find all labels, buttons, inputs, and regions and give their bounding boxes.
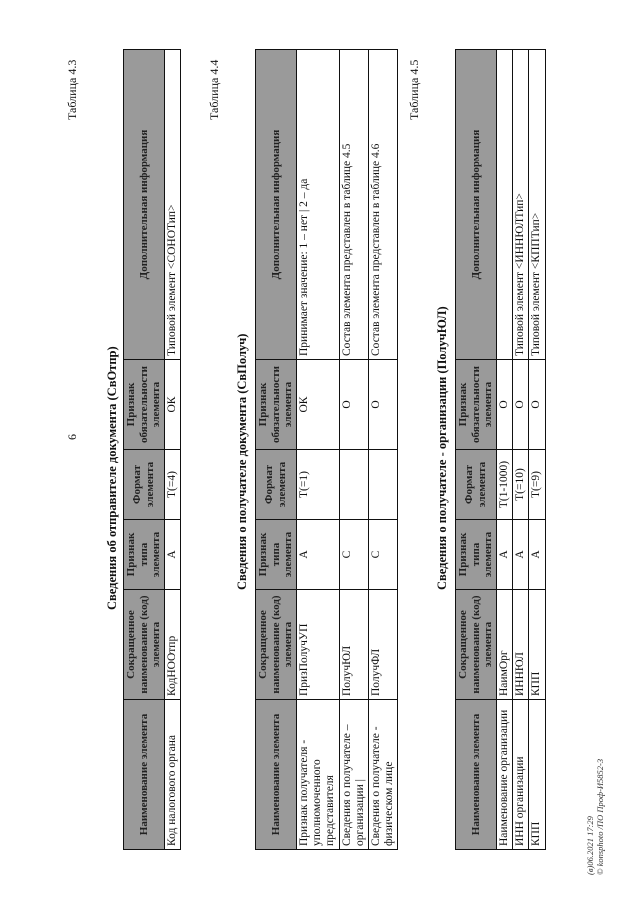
cell-type: С <box>339 520 368 590</box>
table-row <box>529 50 545 850</box>
table-4-4-title: Сведения о получателе документа (СвПолуч) <box>235 333 249 590</box>
cell-name: Сведения о получателе – организации | <box>339 700 368 850</box>
cell-name: Наименование организации <box>496 700 512 850</box>
cell-format: Т(=10) <box>513 450 529 520</box>
cell-format <box>369 450 398 520</box>
cell-type: А <box>164 520 180 590</box>
table-4-4-label: Таблица 4.4 <box>207 59 221 120</box>
table-4-3-title: Сведения об отправителе документа (СвОтпр) <box>105 346 119 610</box>
header-cell: Дополнительная информация <box>256 50 297 360</box>
header-cell: Сокращенное наименование (код) элемента <box>256 590 297 700</box>
page-number: 6 <box>65 434 79 440</box>
table-row <box>339 50 368 850</box>
cell-required: ОК <box>296 360 339 450</box>
cell-code: ПолучФЛ <box>369 590 398 700</box>
cell-format: Т(=1) <box>296 450 339 520</box>
table-4-5-header <box>456 50 497 850</box>
table-row <box>164 50 180 850</box>
table-4-4 <box>255 49 398 850</box>
cell-name: ИНН организации <box>513 700 529 850</box>
table-4-3-label: Таблица 4.3 <box>65 59 79 120</box>
header-cell: Формат элемента <box>456 450 497 520</box>
header-cell: Признак типа элемента <box>456 520 497 590</box>
cell-code: ПризПолучУП <box>296 590 339 700</box>
print-stamp <box>585 759 605 875</box>
cell-name: Признак получателя - уполномоченного представителя <box>296 700 339 850</box>
cell-name: КПП <box>529 700 545 850</box>
table-4-3 <box>123 49 181 850</box>
header-cell: Признак обязательности элемента <box>124 360 165 450</box>
rotated-content <box>25 30 625 880</box>
table-4-3-header <box>124 50 165 850</box>
header-cell: Признак типа элемента <box>124 520 165 590</box>
cell-required: О <box>339 360 368 450</box>
cell-format <box>339 450 368 520</box>
cell-info: Типовой элемент <СОНОТип> <box>164 50 180 360</box>
table-4-5 <box>455 49 546 850</box>
table-4-5-title: Сведения о получателе - организации (ПолучЮЛ) <box>435 306 449 590</box>
cell-required: О <box>529 360 545 450</box>
cell-code: КПП <box>529 590 545 700</box>
cell-info: Принимает значение: 1 – нет | 2 – да <box>296 50 339 360</box>
cell-code: КодНООтпр <box>164 590 180 700</box>
cell-code: ИННЮЛ <box>513 590 529 700</box>
cell-name: Код налогового органа <box>164 700 180 850</box>
header-cell: Наименование элемента <box>124 700 165 850</box>
cell-required: О <box>513 360 529 450</box>
header-cell: Наименование элемента <box>456 700 497 850</box>
table-4-4-header <box>256 50 297 850</box>
header-cell: Формат элемента <box>256 450 297 520</box>
cell-code: ПолучЮЛ <box>339 590 368 700</box>
header-cell: Сокращенное наименование (код) элемента <box>124 590 165 700</box>
table-row <box>513 50 529 850</box>
table-4-5-label: Таблица 4.5 <box>407 59 421 120</box>
cell-type: С <box>369 520 398 590</box>
cell-type: А <box>296 520 339 590</box>
header-cell: Признак обязательности элемента <box>456 360 497 450</box>
header-cell: Признак типа элемента <box>256 520 297 590</box>
cell-info: Типовой элемент <ИННЮЛТип> <box>513 50 529 360</box>
cell-required: О <box>496 360 512 450</box>
header-cell: Сокращенное наименование (код) элемента <box>456 590 497 700</box>
header-cell: Формат элемента <box>124 450 165 520</box>
cell-format: Т(1-1000) <box>496 450 512 520</box>
table-row <box>296 50 339 850</box>
cell-required: О <box>369 360 398 450</box>
cell-info: Типовой элемент <КППТип> <box>529 50 545 360</box>
header-cell: Дополнительная информация <box>456 50 497 360</box>
header-cell: Признак обязательности элемента <box>256 360 297 450</box>
header-cell: Дополнительная информация <box>124 50 165 360</box>
cell-code: НаимОрг <box>496 590 512 700</box>
cell-info <box>496 50 512 360</box>
cell-info: Состав элемента представлен в таблице 4.6 <box>369 50 398 360</box>
cell-required: ОК <box>164 360 180 450</box>
stamp-line: (в)06.2021 17:29 <box>585 816 595 875</box>
table-row <box>496 50 512 850</box>
cell-format: Т(=4) <box>164 450 180 520</box>
cell-type: А <box>513 520 529 590</box>
stamp-line: © konsphoto /ПО Проф-И5852-3 <box>595 758 606 875</box>
header-cell: Наименование элемента <box>256 700 297 850</box>
cell-format: Т(=9) <box>529 450 545 520</box>
cell-type: А <box>496 520 512 590</box>
cell-info: Состав элемента представлен в таблице 4.5 <box>339 50 368 360</box>
cell-type: А <box>529 520 545 590</box>
cell-name: Сведения о получателе - физическом лице <box>369 700 398 850</box>
table-row <box>369 50 398 850</box>
